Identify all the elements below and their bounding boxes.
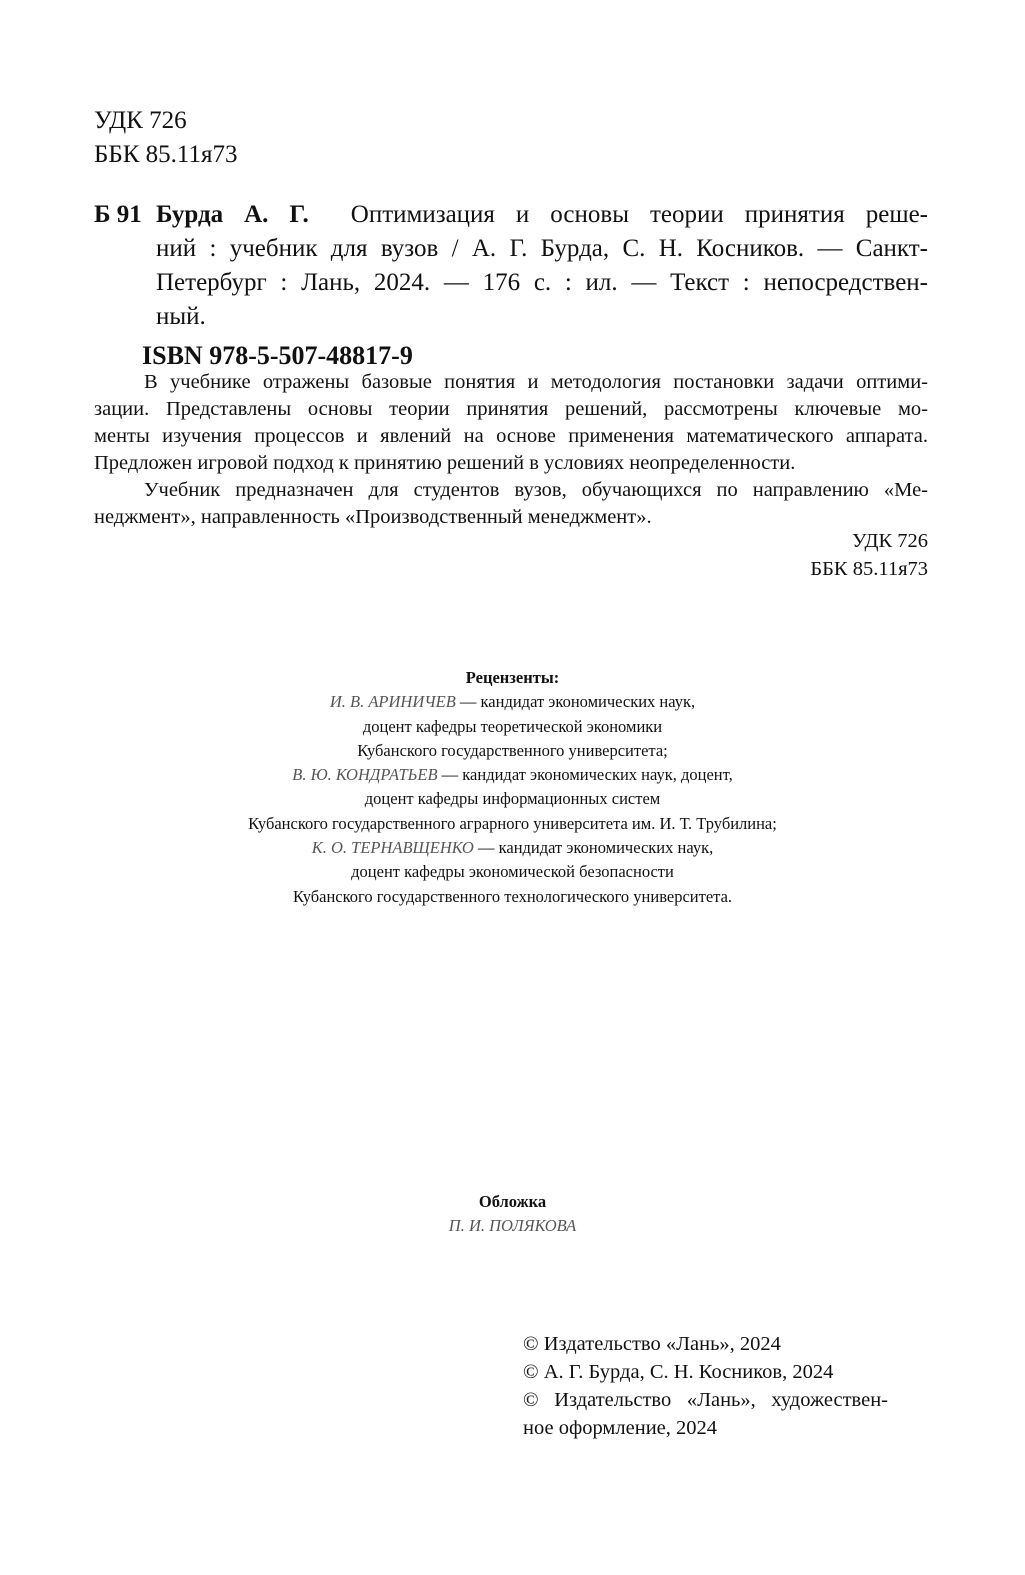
copyright-line: © Издательство «Лань», художествен- xyxy=(523,1389,888,1411)
author-mark: Б 91 xyxy=(94,201,142,228)
cover-designer: П. И. ПОЛЯКОВА xyxy=(448,1216,577,1235)
catalog-line: ный. xyxy=(156,303,206,330)
udk-code: УДК 726 xyxy=(852,530,928,552)
isbn: ISBN 978-5-507-48817-9 xyxy=(142,341,413,370)
reviewers-title: Рецензенты: xyxy=(465,668,560,687)
reviewer-line xyxy=(0,836,1025,860)
reviewer-degree: — кандидат экономических наук, доцент, xyxy=(437,765,733,785)
copyright-line: ное оформление, 2024 xyxy=(523,1417,718,1439)
reviewer-name: В. Ю. КОНДРАТЬЕВ xyxy=(292,765,438,785)
catalog-line xyxy=(156,198,928,232)
author-name: Бурда А. Г. xyxy=(156,201,309,228)
catalog-line: ний : учебник для вузов / А. Г. Бурда, С. Н. Косников. — Санкт- xyxy=(156,235,928,262)
udk-code: УДК 726 xyxy=(94,107,187,134)
reviewer-affiliation: Кубанского государственного технологического университета. xyxy=(292,886,733,906)
copyright-block xyxy=(523,1330,888,1442)
abstract-line: Учебник предназначен для студентов вузов, обучающихся по направлению «Ме- xyxy=(144,479,928,501)
copyright-line: © Издательство «Лань», 2024 xyxy=(523,1333,781,1355)
abstract xyxy=(94,369,928,531)
reviewer-name: К. О. ТЕРНАВЩЕНКО xyxy=(311,838,474,858)
cover-title: Обложка xyxy=(478,1192,547,1211)
catalog-line: Петербург : Лань, 2024. — 176 с. : ил. — Текст : непосредствен- xyxy=(156,269,928,296)
reviewer-name: И. В. АРИНИЧЕВ xyxy=(329,692,456,712)
reviewer-position: доцент кафедры теоретической экономики xyxy=(362,716,663,736)
reviewer-position: доцент кафедры экономической безопасности xyxy=(351,862,674,882)
reviewer-affiliation: Кубанского государственного аграрного университета им. И. Т. Трубилина; xyxy=(248,813,777,833)
abstract-line: менты изучения процессов и явлений на основе применения математического аппарата. xyxy=(94,425,928,447)
bbk-code: ББК 85.11я73 xyxy=(810,558,928,580)
bbk-code: ББК 85.11я73 xyxy=(94,141,238,168)
reviewer-degree: — кандидат экономических наук, xyxy=(473,838,714,858)
reviewer-position: доцент кафедры информационных систем xyxy=(364,789,661,809)
reviewer-line xyxy=(0,763,1025,787)
classification-header xyxy=(94,104,237,172)
classification-footer xyxy=(810,527,928,583)
cover-credit xyxy=(0,1190,1025,1238)
abstract-line: неджмент», направленность «Производственный менеджмент». xyxy=(94,506,652,528)
abstract-line: Предложен игровой подход к принятию решений в условиях неопределенности. xyxy=(94,452,796,474)
catalog-title-part: Оптимизация и основы теории принятия реше- xyxy=(350,201,928,228)
reviewer-affiliation: Кубанского государственного университета; xyxy=(357,740,668,760)
reviewers-block xyxy=(0,666,1025,909)
abstract-line: зации. Представлены основы теории принятия решений, рассмотрены ключевые мо- xyxy=(94,398,928,420)
copyright-line: © А. Г. Бурда, С. Н. Косников, 2024 xyxy=(523,1361,834,1383)
abstract-line: В учебнике отражены базовые понятия и методология постановки задачи оптими- xyxy=(144,371,928,393)
reviewer-degree: — кандидат экономических наук, xyxy=(455,692,696,712)
reviewer-line xyxy=(0,690,1025,714)
